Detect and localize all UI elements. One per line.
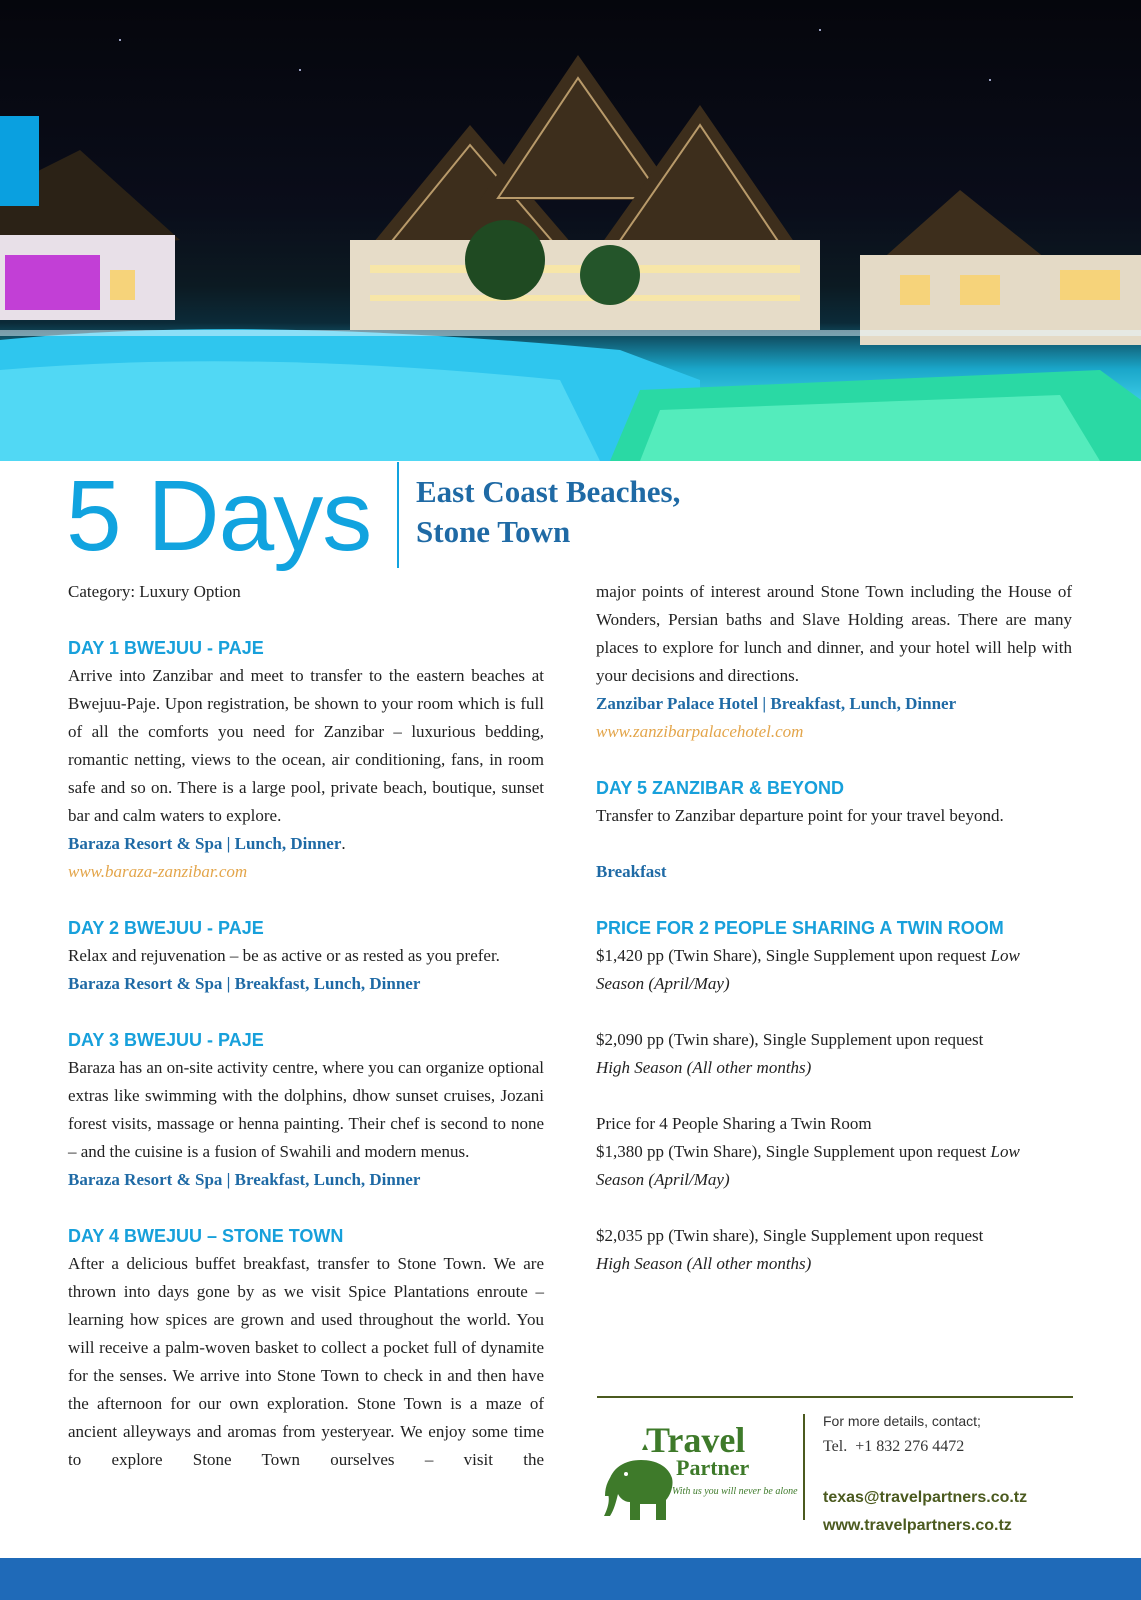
day4-body-right: major points of interest around Stone Town including the House of Wonders, Persian baths and Slave Holding areas. There are many places to explore for lunch and dinner, and your hotel will help with your decisions and directions.	[596, 582, 1072, 685]
day2-heading: DAY 2 BWEJUU - PAJE	[68, 918, 264, 938]
resort-night-illustration	[0, 0, 1141, 461]
day1-hotel: Baraza Resort & Spa | Lunch, Dinner	[68, 834, 342, 853]
day1-hotel-line	[68, 830, 544, 858]
hero-image	[0, 0, 1141, 461]
day5-meals: Breakfast	[596, 862, 667, 881]
logo-partner-text: Partner	[676, 1455, 750, 1480]
accent-tab	[0, 116, 39, 206]
subtitle-line-2: Stone Town	[416, 514, 571, 549]
footer-rule	[597, 1396, 1073, 1398]
day3-body: Baraza has an on-site activity centre, where you can organize optional extras like swimming with the dolphins, dhow sunset cruises, Jozani forest visits, massage or henna painting. Their chef is second to none – and the cuisine is a fusion of Swahili and modern menus.	[68, 1058, 544, 1161]
bottom-bar	[0, 1558, 1141, 1600]
subtitle-line-1: East Coast Beaches,	[416, 474, 681, 509]
contact-intro: For more details, contact;	[823, 1413, 981, 1429]
page-subtitle	[416, 472, 680, 552]
day1-body: Arrive into Zanzibar and meet to transfer to the eastern beaches at Bwejuu-Paje. Upon registration, be shown to your room which is full of all the comforts you need for Zanzibar – luxurious bedding, romantic netting, views to the ocean, air conditioning, fans, in room safe and so on. There is a large pool, private beach, boutique, sunset bar and calm waters to explore.	[68, 666, 544, 825]
price-four-low-season: Low Season (April/May)	[596, 1142, 1020, 1189]
price-four-heading: Price for 4 People Sharing a Twin Room	[596, 1114, 872, 1133]
price-two-high-season: High Season (All other months)	[596, 1058, 812, 1077]
day1-hotel-suffix: .	[341, 834, 346, 853]
day1-link[interactable]: www.baraza-zanzibar.com	[68, 862, 248, 881]
day5-heading: DAY 5 ZANZIBAR & BEYOND	[596, 778, 845, 798]
title-divider	[397, 462, 399, 568]
contact-block	[823, 1408, 1027, 1540]
footer-divider	[803, 1414, 805, 1520]
price-four-high-season: High Season (All other months)	[596, 1254, 812, 1273]
category-label: Category: Luxury Option	[68, 582, 241, 601]
price-four-high: $2,035 pp (Twin share), Single Supplement upon request	[596, 1226, 984, 1245]
price-two-low	[596, 942, 1072, 998]
tel-label: Tel.	[823, 1438, 848, 1455]
logo-travel-text: Travel	[646, 1420, 746, 1460]
day1-heading: DAY 1 BWEJUU - PAJE	[68, 638, 264, 658]
price-two-low-season: Low Season (April/May)	[596, 946, 1020, 993]
page-title-days: 5 Days	[66, 460, 372, 572]
price-two-low-text: $1,420 pp (Twin Share), Single Supplement upon request	[596, 946, 991, 965]
day4-link[interactable]: www.zanzibarpalacehotel.com	[596, 722, 804, 741]
tel-number[interactable]: +1 832 276 4472	[855, 1438, 965, 1455]
day5-body: Transfer to Zanzibar departure point for your travel beyond.	[596, 806, 1004, 825]
contact-email[interactable]: texas@travelpartners.co.tz	[823, 1489, 1028, 1506]
day4-heading: DAY 4 BWEJUU – STONE TOWN	[68, 1226, 344, 1246]
price-four-low-text: $1,380 pp (Twin Share), Single Supplement upon request	[596, 1142, 991, 1161]
day4-hotel: Zanzibar Palace Hotel | Breakfast, Lunch, Dinner	[596, 694, 957, 713]
day2-hotel: Baraza Resort & Spa | Breakfast, Lunch, Dinner	[68, 974, 421, 993]
day4-body-left: After a delicious buffet breakfast, transfer to Stone Town. We are thrown into days gone by as we visit Spice Plantations enroute – learning how spices are grown and used throughout the world. You will receive a palm-woven basket to collect a pocket full of dynamite for the senses. We arrive into Stone Town to check in and then have the afternoon for our own exploration. Stone Town is a maze of ancient alleyways and aromas from yesteryear. We enjoy some time to explore Stone Town ourselves – visit the	[68, 1254, 544, 1469]
day3-heading: DAY 3 BWEJUU - PAJE	[68, 1030, 264, 1050]
itinerary-left-column	[68, 578, 544, 1474]
pricing-heading: PRICE FOR 2 PEOPLE SHARING A TWIN ROOM	[596, 918, 1004, 938]
logo-tagline: With us you will never be alone	[672, 1486, 798, 1497]
price-two-high: $2,090 pp (Twin share), Single Supplement upon request	[596, 1030, 984, 1049]
price-four-low	[596, 1138, 1072, 1194]
day3-hotel: Baraza Resort & Spa | Breakfast, Lunch, Dinner	[68, 1170, 421, 1189]
itinerary-right-column	[596, 578, 1072, 1278]
contact-phone	[823, 1434, 1027, 1460]
contact-website[interactable]: www.travelpartners.co.tz	[823, 1517, 1012, 1534]
day2-body: Relax and rejuvenation – be as active or as rested as you prefer.	[68, 946, 500, 965]
